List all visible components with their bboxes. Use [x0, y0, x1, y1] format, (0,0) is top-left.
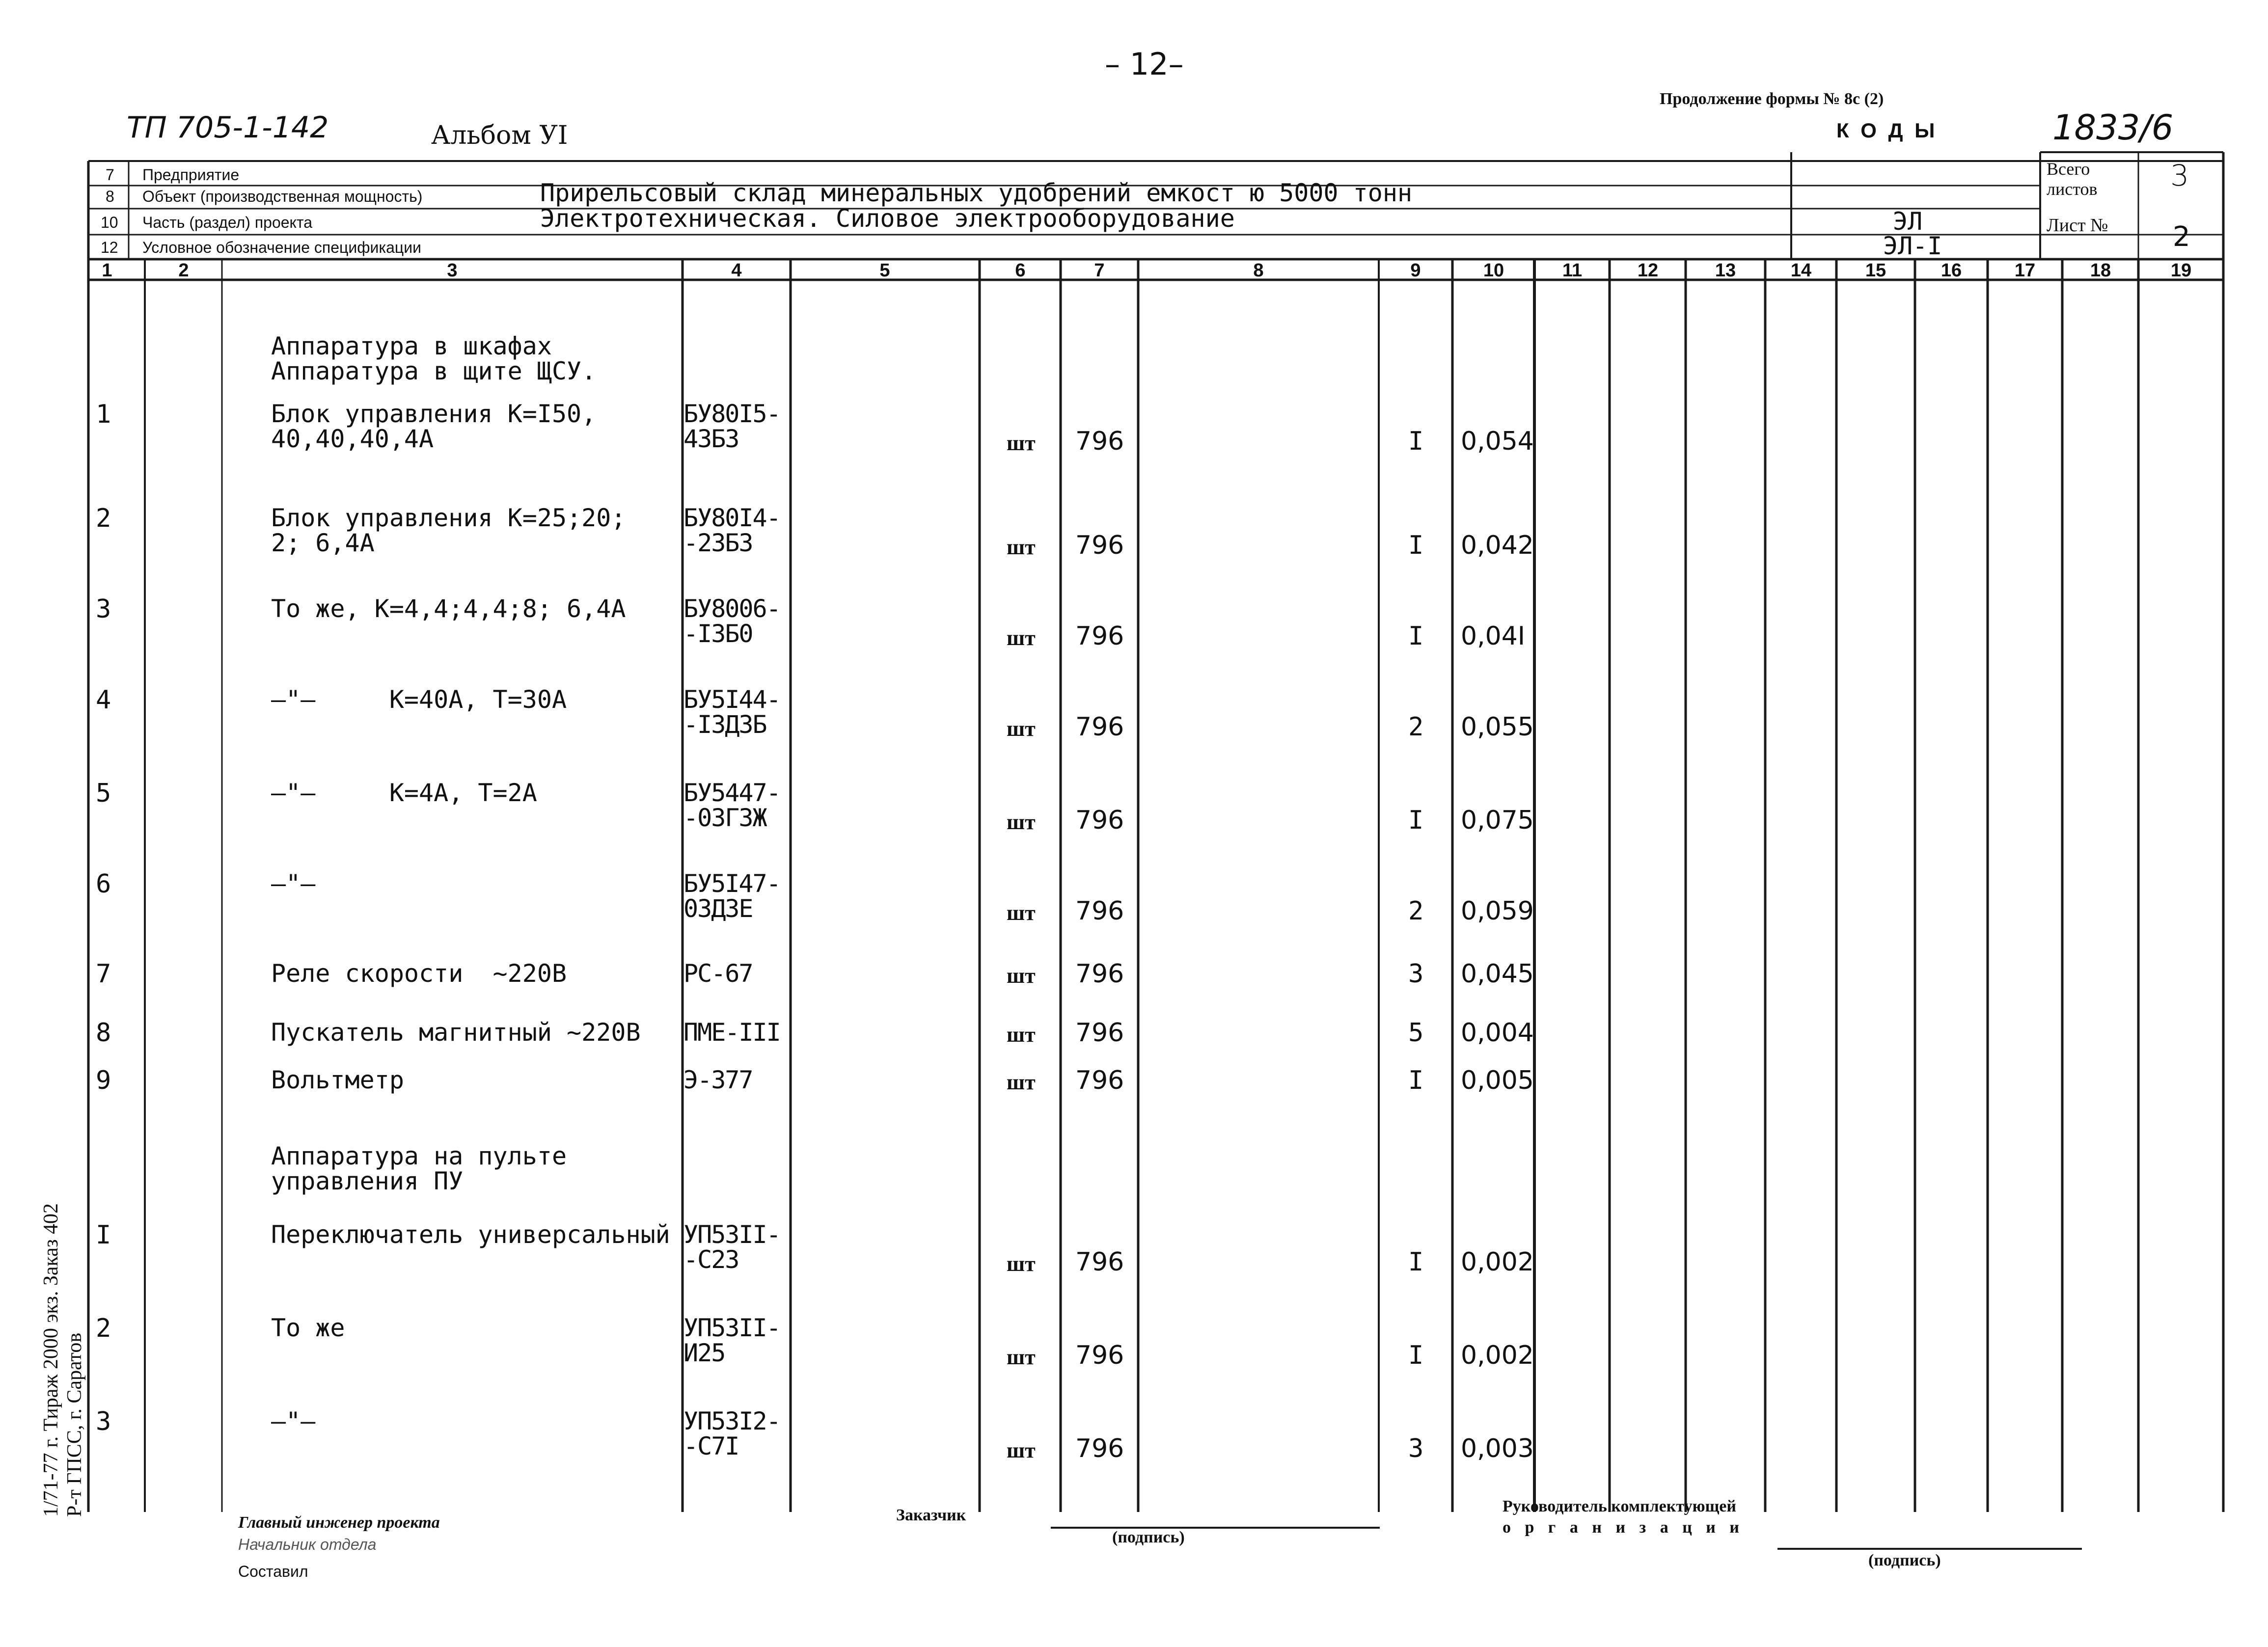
unit-code: 796 [1075, 1018, 1124, 1048]
header-row-num-8: 8 [106, 188, 114, 205]
column-number: 19 [2170, 260, 2192, 281]
unit-mass: 0,003 [1461, 1434, 1534, 1463]
row-position: 2 [96, 504, 111, 533]
quantity: I [1408, 1341, 1424, 1370]
compiled-by-label: Составил [238, 1563, 308, 1580]
column-number: 7 [1094, 260, 1105, 281]
row-position: 9 [96, 1066, 111, 1095]
unit-mass: 0,059 [1461, 896, 1534, 926]
unit-code: 796 [1075, 712, 1124, 742]
item-name: –"– [271, 1407, 316, 1435]
item-type: УП53II- И25 [683, 1314, 780, 1367]
row-position: 8 [96, 1018, 111, 1048]
unit-code: 796 [1075, 1434, 1124, 1463]
quantity: I [1408, 531, 1424, 560]
header-label-part: Часть (раздел) проекта [142, 214, 312, 231]
item-type: БУ8006- -I3Б0 [683, 594, 780, 648]
row-position: I [96, 1220, 111, 1250]
unit-code: 796 [1075, 1247, 1124, 1277]
unit-of-measure: шт [1007, 901, 1036, 925]
item-type: Э-377 [683, 1066, 753, 1094]
item-name: –"– К=40А, Т=30А [271, 685, 567, 714]
item-type: БУ5447- -03Г3Ж [683, 779, 780, 832]
column-number: 3 [447, 260, 458, 281]
total-sheets-value: 3 [2170, 159, 2189, 193]
album-label: Альбом УI [431, 121, 568, 150]
unit-code: 796 [1075, 806, 1124, 835]
column-number: 17 [2014, 260, 2036, 281]
unit-code: 796 [1075, 427, 1124, 456]
quantity: I [1408, 806, 1424, 835]
document-code: ТП 705-1-142 [127, 110, 329, 145]
unit-mass: 0,005 [1461, 1066, 1534, 1095]
customer-signature-caption: (подпись) [1112, 1528, 1185, 1546]
unit-mass: 0,075 [1461, 806, 1534, 835]
item-name: Блок управления К=I50, 40,40,40,4А [271, 400, 597, 453]
quantity: 2 [1408, 896, 1424, 926]
quantity: 3 [1408, 1434, 1424, 1463]
item-name: Блок управления К=25;20; 2; 6,4А [271, 504, 626, 557]
sheet-number-value: 2 [2173, 221, 2190, 253]
unit-code: 796 [1075, 531, 1124, 560]
supplier-signature-caption: (подпись) [1868, 1551, 1941, 1569]
item-name: То же, К=4,4;4,4;8; 6,4А [271, 594, 626, 623]
header-value-part: Электротехническая. Силовое электрооборудование [540, 204, 1235, 233]
column-number: 9 [1410, 260, 1421, 281]
column-number: 1 [102, 260, 112, 281]
quantity: I [1408, 621, 1424, 651]
unit-mass: 0,054 [1461, 427, 1534, 456]
row-position: 3 [96, 594, 111, 624]
unit-of-measure: шт [1007, 1438, 1036, 1462]
unit-of-measure: шт [1007, 626, 1036, 650]
quantity: 3 [1408, 959, 1424, 989]
column-number: 5 [879, 260, 890, 281]
item-type: УП53II- -С23 [683, 1220, 780, 1274]
unit-of-measure: шт [1007, 1023, 1036, 1047]
column-number: 15 [1865, 260, 1886, 281]
item-type: РС-67 [683, 959, 753, 988]
column-number: 6 [1015, 260, 1026, 281]
supplier-head-label: Руководитель комплектующей [1503, 1497, 1736, 1515]
item-name: –"– [271, 869, 316, 898]
printer-note: Р-т ГПСС, г. Саратов [63, 1332, 86, 1517]
unit-mass: 0,055 [1461, 712, 1534, 742]
column-number: 11 [1562, 260, 1583, 281]
unit-code: 796 [1075, 621, 1124, 651]
header-row-num-10: 10 [101, 214, 118, 231]
item-type: БУ80I5- 43Б3 [683, 400, 780, 453]
quantity: I [1408, 1247, 1424, 1277]
quantity: I [1408, 1066, 1424, 1095]
unit-of-measure: шт [1007, 535, 1036, 559]
unit-mass: 0,04I [1461, 621, 1526, 651]
unit-mass: 0,042 [1461, 531, 1534, 560]
page-number: – 12– [1105, 46, 1184, 82]
column-number: 14 [1790, 260, 1812, 281]
unit-of-measure: шт [1007, 1070, 1036, 1094]
item-type: БУ80I4- -23Б3 [683, 504, 780, 557]
unit-code: 796 [1075, 1066, 1124, 1095]
supplier-organization-label: о р г а н и з а ц и и [1503, 1518, 1744, 1537]
unit-mass: 0,002 [1461, 1247, 1534, 1277]
code-el: ЭЛ [1893, 207, 1923, 236]
header-label-enterprise: Предприятие [142, 166, 240, 184]
header-row-num-12: 12 [101, 239, 118, 256]
form-continuation-note: Продолжение формы № 8с (2) [1660, 90, 1884, 108]
sheet-number-label: Лист № [2047, 215, 2108, 236]
row-position: 4 [96, 685, 111, 715]
item-type: УП53I2- -С7I [683, 1407, 780, 1460]
row-position: 3 [96, 1407, 111, 1436]
item-name: То же [271, 1314, 345, 1342]
row-position: 2 [96, 1314, 111, 1343]
header-value-object: Прирельсовый склад минеральных удобрений емкост ю 5000 тонн [540, 179, 1413, 207]
unit-of-measure: шт [1007, 431, 1036, 455]
item-name: Аппаратура на пульте управления ПУ [271, 1142, 567, 1195]
quantity: 5 [1408, 1018, 1424, 1048]
codes-heading: К О Д Ы [1836, 119, 1938, 142]
quantity: 2 [1408, 712, 1424, 742]
row-position: 6 [96, 869, 111, 899]
item-name: Реле скорости ~220В [271, 959, 567, 988]
row-position: 1 [96, 400, 111, 429]
unit-mass: 0,045 [1461, 959, 1534, 989]
unit-code: 796 [1075, 896, 1124, 926]
column-number: 12 [1637, 260, 1659, 281]
dept-head-label: Начальник отдела [238, 1536, 377, 1553]
item-type: ПМЕ-III [683, 1018, 780, 1047]
unit-mass: 0,004 [1461, 1018, 1534, 1048]
stamp-number: 1833/6 [2052, 108, 2174, 148]
item-name: Пускатель магнитный ~220В [271, 1018, 641, 1047]
unit-of-measure: шт [1007, 1345, 1036, 1369]
row-position: 7 [96, 959, 111, 989]
unit-of-measure: шт [1007, 1252, 1036, 1276]
column-number: 4 [731, 260, 742, 281]
unit-of-measure: шт [1007, 717, 1036, 741]
item-type: БУ5I47- 03Д3Е [683, 869, 780, 923]
column-number: 8 [1253, 260, 1264, 281]
item-name: Переключатель универсальный [271, 1220, 670, 1249]
quantity: I [1408, 427, 1424, 456]
row-position: 5 [96, 779, 111, 808]
column-number: 2 [178, 260, 189, 281]
header-row-num-7: 7 [106, 166, 114, 184]
chief-engineer-label: Главный инженер проекта [238, 1513, 440, 1532]
unit-mass: 0,002 [1461, 1341, 1534, 1370]
customer-label: Заказчик [896, 1506, 966, 1524]
unit-code: 796 [1075, 959, 1124, 989]
header-label-spec-designation: Условное обозначение спецификации [142, 239, 421, 256]
item-name: –"– К=4А, Т=2А [271, 779, 537, 807]
print-run-note: 1/71-77 г. Тираж 2000 экз. Заказ 402 [40, 1203, 62, 1517]
item-type: БУ5I44- -I3Д3Б [683, 685, 780, 739]
item-name: Аппаратура в шкафах Аппаратура в щите ЩСУ. [271, 332, 597, 385]
item-name: Вольтметр [271, 1066, 404, 1094]
column-number: 13 [1715, 260, 1736, 281]
header-label-object: Объект (производственная мощность) [142, 188, 423, 205]
column-number: 18 [2090, 260, 2111, 281]
column-number: 10 [1483, 260, 1504, 281]
unit-code: 796 [1075, 1341, 1124, 1370]
unit-of-measure: шт [1007, 964, 1036, 988]
code-el-1: ЭЛ-I [1883, 232, 1942, 260]
unit-of-measure: шт [1007, 810, 1036, 834]
column-number: 16 [1940, 260, 1962, 281]
total-sheets-label: Всего листов [2047, 159, 2098, 199]
